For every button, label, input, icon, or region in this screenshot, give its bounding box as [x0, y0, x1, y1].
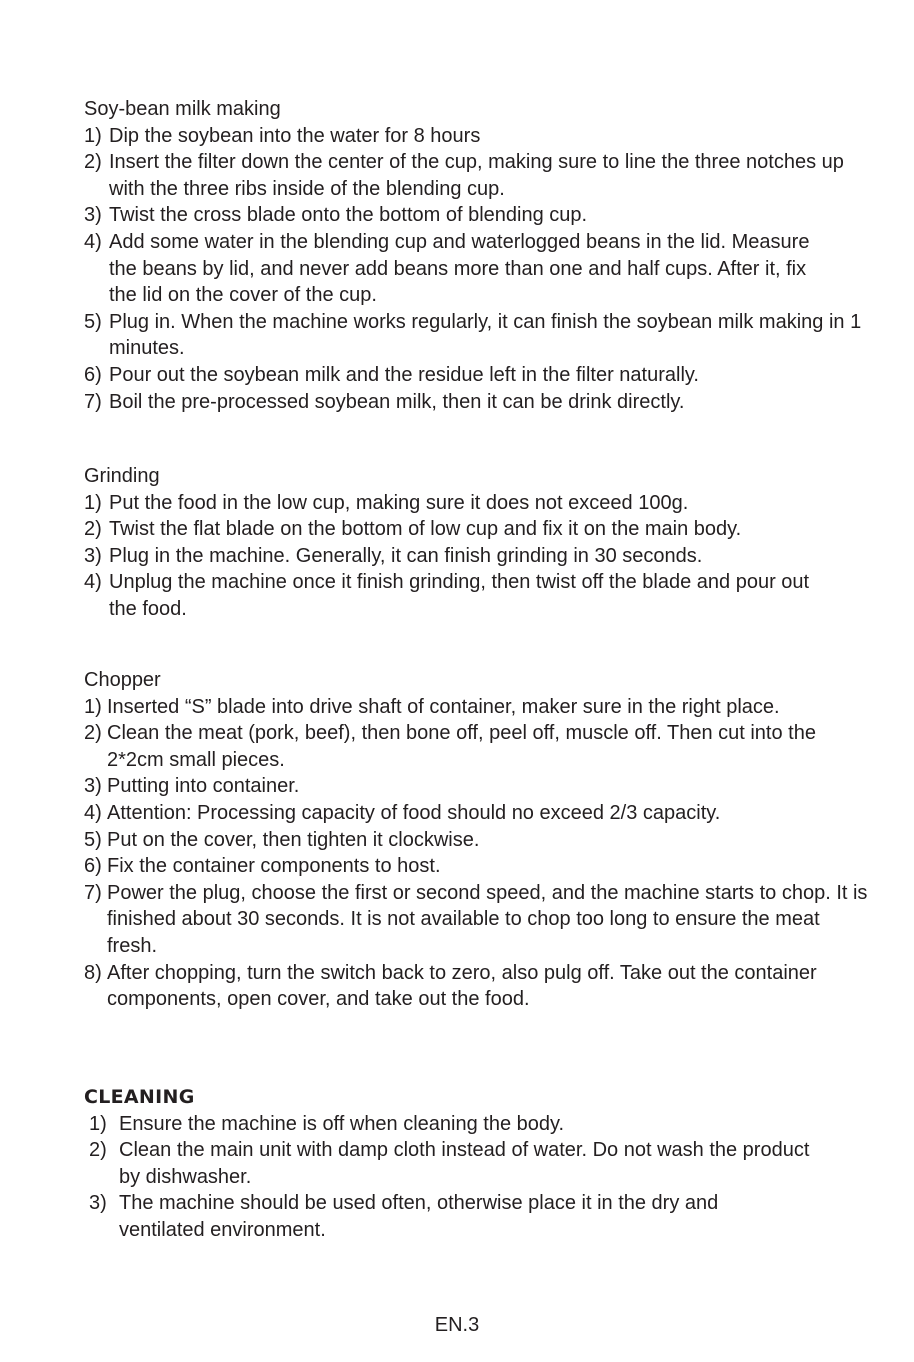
- step-text: Attention: Processing capacity of food should no exceed 2/3 capacity.: [107, 801, 721, 824]
- list-item: [84, 543, 874, 570]
- list-item: [84, 1111, 874, 1138]
- step-list: [84, 123, 874, 416]
- list-item: [84, 880, 874, 960]
- step-number: 7): [84, 881, 102, 904]
- step-number: 5): [84, 828, 102, 851]
- section-title: Grinding: [84, 465, 160, 487]
- list-item: [84, 800, 874, 827]
- section-title: Soy-bean milk making: [84, 98, 281, 120]
- step-number: 1): [84, 124, 102, 147]
- step-number: 1): [84, 695, 102, 718]
- step-text: Power the plug, choose the first or second speed, and the machine starts to chop. It is finished about 30 seconds. It is not available to chop too long to ensure the meat fresh.: [107, 881, 868, 957]
- step-number: 4): [84, 230, 102, 253]
- step-text: Put on the cover, then tighten it clockwise.: [107, 828, 480, 851]
- step-number: 1): [89, 1112, 107, 1135]
- step-text: Unplug the machine once it finish grinding, then twist off the blade and pour out the food.: [109, 571, 810, 620]
- step-text: Clean the meat (pork, beef), then bone off, peel off, muscle off. Then cut into the 2*2cm small pieces.: [107, 722, 816, 771]
- list-item: [84, 149, 874, 202]
- step-number: 6): [84, 855, 102, 878]
- step-number: 8): [84, 961, 102, 984]
- step-list: [84, 490, 874, 623]
- step-number: 2): [84, 518, 102, 541]
- step-number: 2): [84, 722, 102, 745]
- step-text: Plug in. When the machine works regularly, it can finish the soybean milk making in 1 minutes.: [109, 310, 862, 360]
- step-number: 5): [84, 310, 102, 333]
- step-text: After chopping, turn the switch back to zero, also pulg off. Take out the container components, open cover, and take out the food.: [107, 961, 817, 1011]
- step-list: [84, 694, 874, 1013]
- step-number: 3): [84, 544, 102, 567]
- soybean-milk-section: [84, 96, 874, 415]
- step-text: Put the food in the low cup, making sure it does not exceed 100g.: [109, 491, 689, 514]
- list-item: [84, 694, 874, 721]
- step-text: Twist the cross blade onto the bottom of blending cup.: [109, 204, 588, 227]
- list-item: [84, 490, 874, 517]
- grinding-section: [84, 463, 874, 623]
- list-item: [84, 1190, 874, 1243]
- step-text: Putting into container.: [107, 775, 300, 798]
- list-item: [84, 853, 874, 880]
- step-text: Add some water in the blending cup and waterlogged beans in the lid. Measure the beans by lid, and never add beans more than one and half cups. After it, fix the lid on the cover of the cup.: [109, 230, 810, 307]
- step-number: 2): [84, 151, 102, 174]
- step-text: Dip the soybean into the water for 8 hours: [109, 124, 481, 147]
- list-item: [84, 1137, 874, 1190]
- step-text: Ensure the machine is off when cleaning the body.: [119, 1112, 565, 1135]
- step-text: Fix the container components to host.: [107, 855, 441, 878]
- step-text: The machine should be used often, otherwise place it in the dry and ventilated environment.: [119, 1192, 719, 1241]
- cleaning-section: [84, 1084, 874, 1244]
- list-item: [84, 960, 874, 1013]
- step-number: 3): [84, 204, 102, 227]
- list-item: [84, 362, 874, 389]
- step-text: Boil the pre-processed soybean milk, then it can be drink directly.: [109, 390, 685, 413]
- step-number: 4): [84, 571, 102, 594]
- step-number: 3): [89, 1192, 107, 1215]
- page-number: EN.3: [434, 1314, 480, 1336]
- list-item: [84, 720, 874, 773]
- list-item: [84, 202, 874, 229]
- section-title: Chopper: [84, 669, 161, 691]
- step-number: 7): [84, 390, 102, 413]
- step-number: 3): [84, 775, 102, 798]
- list-item: [84, 123, 874, 150]
- list-item: [84, 389, 874, 416]
- step-number: 1): [84, 491, 102, 514]
- step-text: Twist the flat blade on the bottom of low cup and fix it on the main body.: [109, 518, 742, 541]
- list-item: [84, 229, 874, 309]
- step-number: 4): [84, 801, 102, 824]
- list-item: [84, 569, 874, 622]
- list-item: [84, 309, 874, 362]
- chopper-section: [84, 667, 874, 1013]
- step-number: 2): [89, 1139, 107, 1162]
- step-text: Clean the main unit with damp cloth instead of water. Do not wash the product by dishwasher.: [119, 1139, 810, 1188]
- list-item: [84, 773, 874, 800]
- list-item: [84, 827, 874, 854]
- step-text: Plug in the machine. Generally, it can finish grinding in 30 seconds.: [109, 544, 703, 567]
- list-item: [84, 516, 874, 543]
- section-title: CLEANING: [84, 1086, 195, 1108]
- step-text: Pour out the soybean milk and the residue left in the filter naturally.: [109, 363, 699, 386]
- step-text: Insert the filter down the center of the cup, making sure to line the three notches up with the three ribs inside of the blending cup.: [109, 151, 844, 200]
- step-list: [84, 1111, 874, 1244]
- step-number: 6): [84, 363, 102, 386]
- step-text: Inserted “S” blade into drive shaft of container, maker sure in the right place.: [107, 695, 780, 718]
